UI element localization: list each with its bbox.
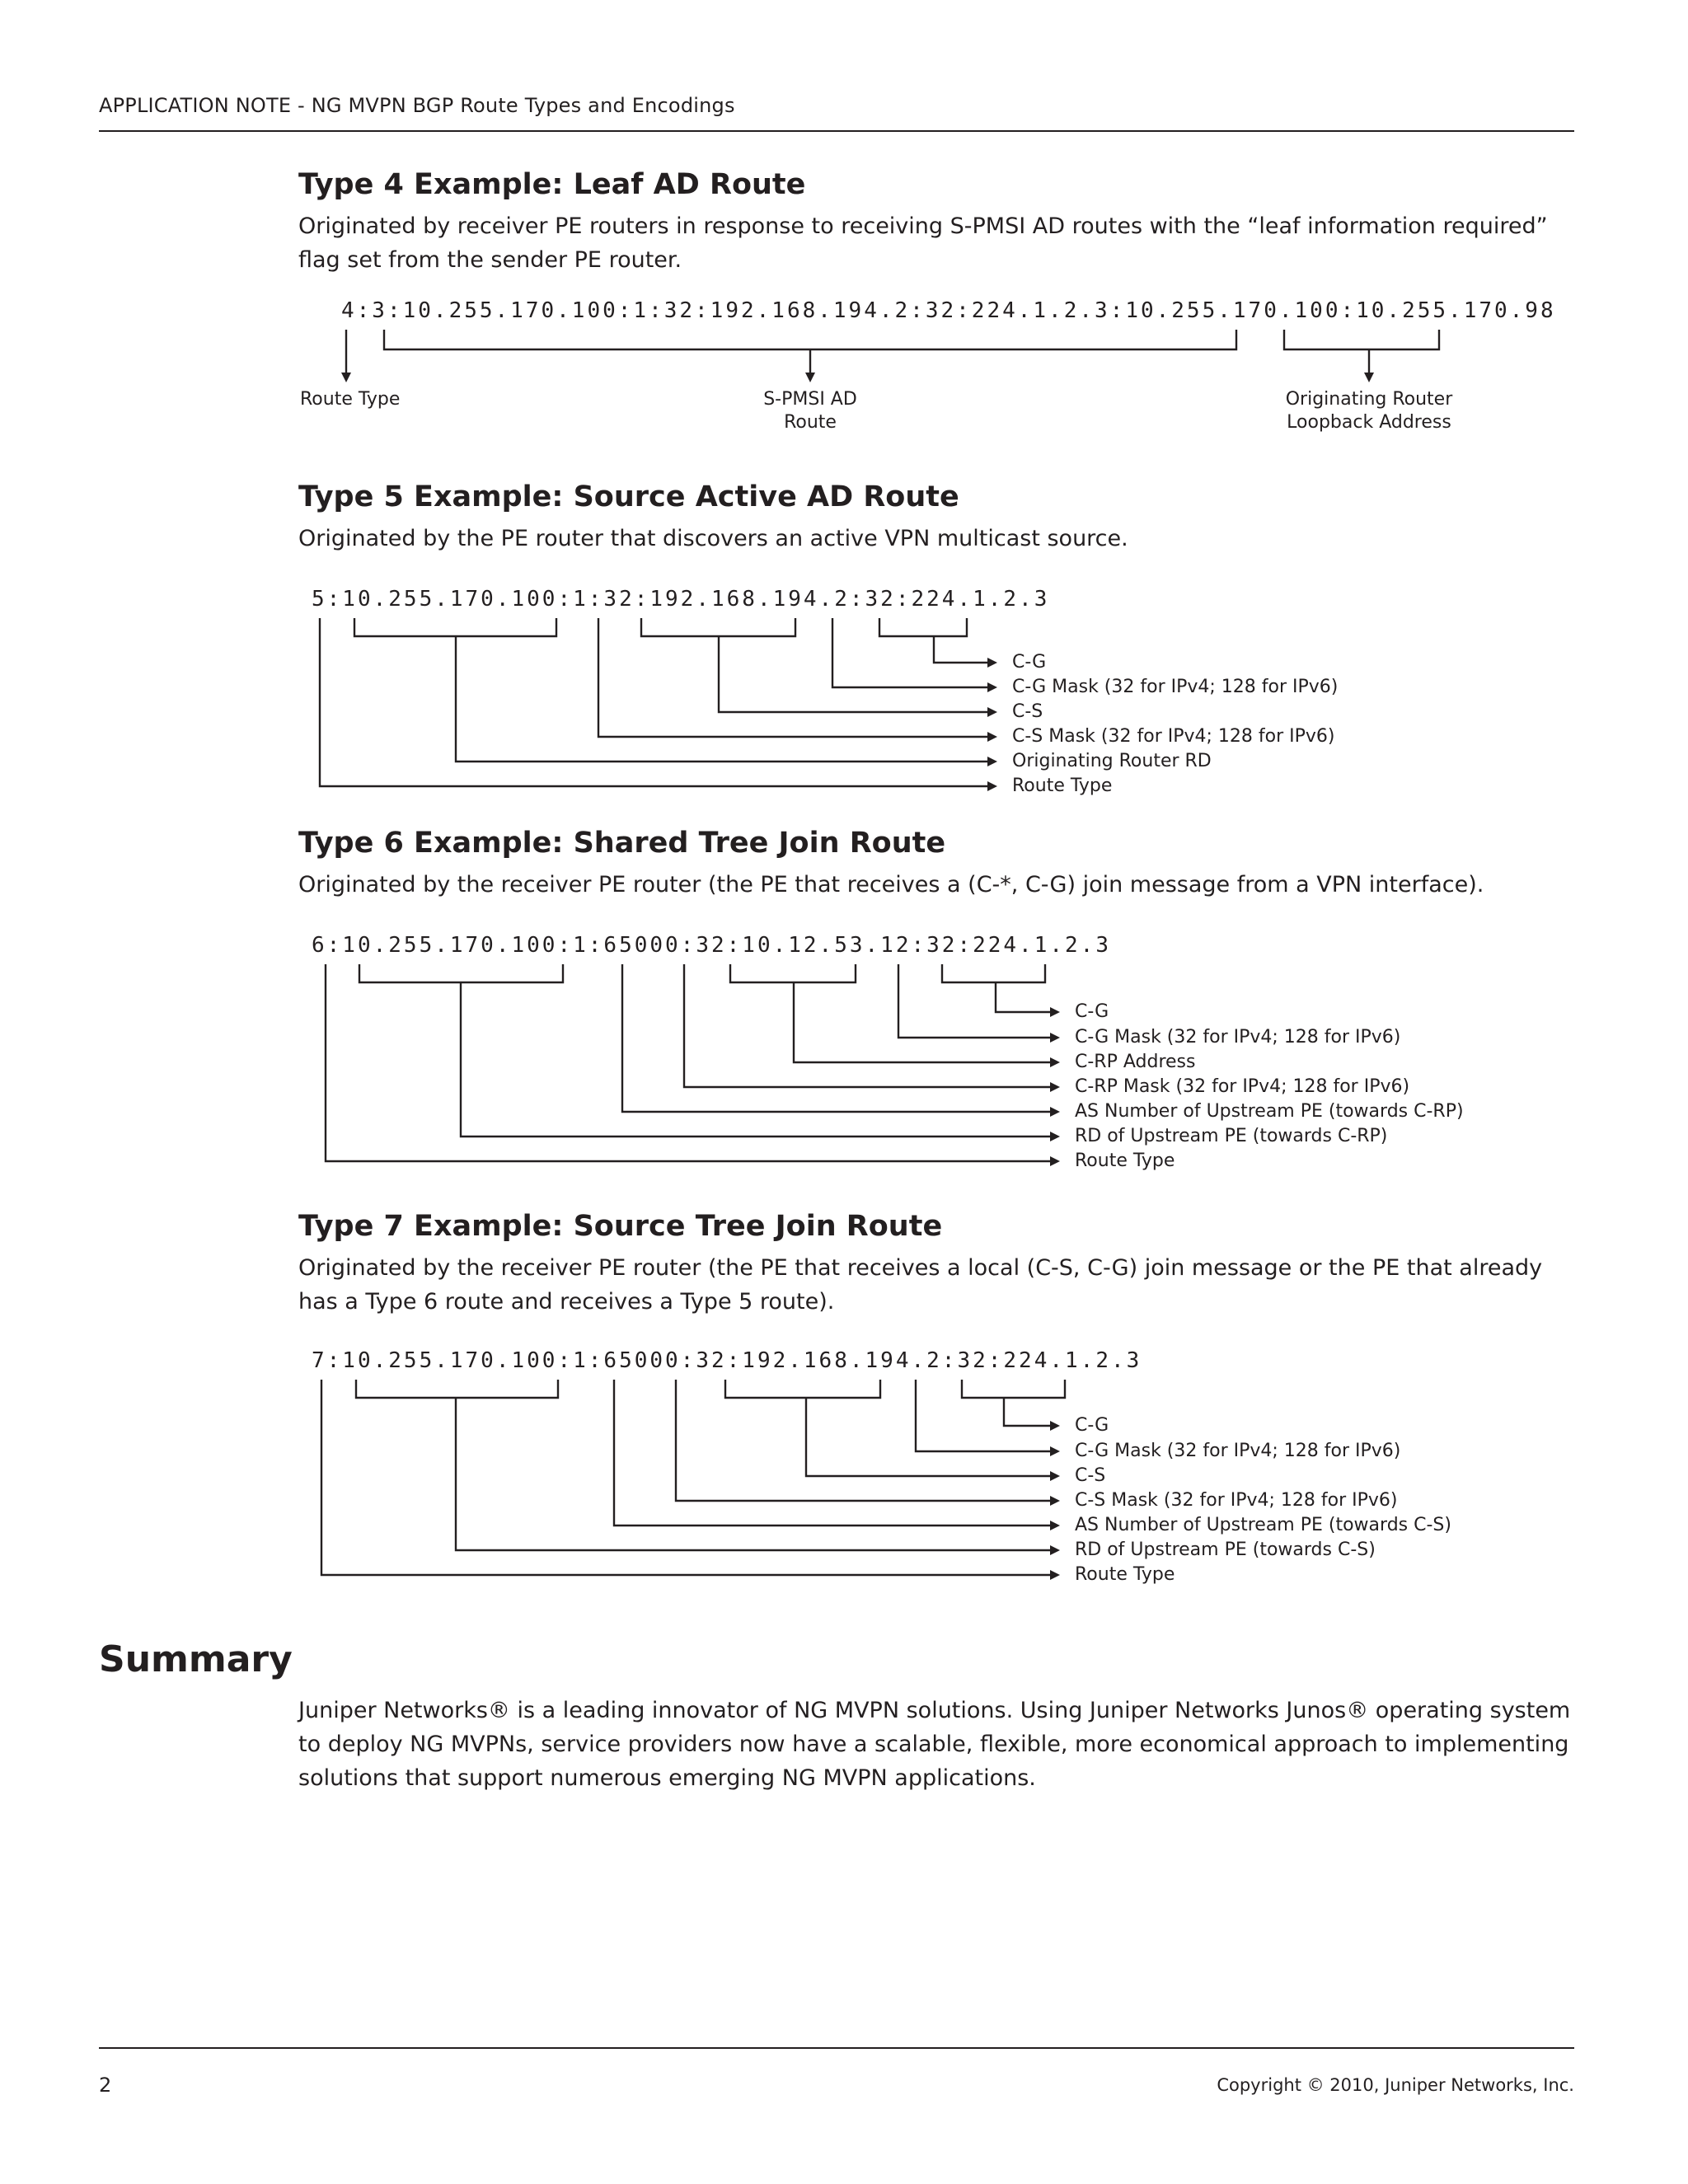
type7-as-arrow: [1050, 1521, 1060, 1530]
summary-text: Juniper Networks® is a leading innovator of NG MVPN solutions. Using Juniper Networks Junos® operating system to deploy NG MVPNs, service providers now have a scalable, flexible, more economical approach to implementing solutions that support numerous emerging NG MVPN applications.: [298, 1698, 1571, 1791]
type7-title: Type 7 Example: Source Tree Join Route: [298, 1210, 943, 1243]
type7-label-cs: C-S: [1075, 1465, 1106, 1486]
type4-label-spmsi-2: Route: [784, 412, 837, 433]
page-number: 2: [99, 2074, 112, 2097]
type6-title: Type 6 Example: Shared Tree Join Route: [298, 827, 946, 860]
type5-label-route-type: Route Type: [1012, 776, 1113, 796]
running-header: APPLICATION NOTE - NG MVPN BGP Route Types and Encodings: [99, 94, 735, 117]
type5-title: Type 5 Example: Source Active AD Route: [298, 480, 959, 513]
type7-label-cs-mask: C-S Mask (32 for IPv4; 128 for IPv6): [1075, 1490, 1398, 1511]
type7-cg-line: [962, 1380, 1065, 1426]
type6-label-cg: C-G: [1075, 1001, 1109, 1022]
type7-label-as: AS Number of Upstream PE (towards C-S): [1075, 1515, 1451, 1535]
type7-label-cg-mask: C-G Mask (32 for IPv4; 128 for IPv6): [1075, 1441, 1401, 1461]
type4-route-string: 4:3:10.255.170.100:1:32:192.168.194.2:32:224.1.2.3:10.255.170.100:10.255.170.98: [341, 298, 1556, 323]
type7-route-type-line: [321, 1380, 1052, 1575]
type6-label-crp-mask: C-RP Mask (32 for IPv4; 128 for IPv6): [1075, 1076, 1410, 1097]
type6-label-crp: C-RP Address: [1075, 1052, 1196, 1072]
type4-description: Originated by receiver PE routers in response to receiving S-PMSI AD routes with the “leaf information required” flag set from the sender PE router.: [298, 213, 1548, 273]
type7-route-string: 7:10.255.170.100:1:65000:32:192.168.194.2:32:224.1.2.3: [312, 1348, 1142, 1373]
type7-as-line: [614, 1380, 1052, 1526]
type5-label-cs: C-S: [1012, 701, 1043, 722]
type4-title: Type 4 Example: Leaf AD Route: [298, 168, 806, 201]
type6-label-cg-mask: C-G Mask (32 for IPv4; 128 for IPv6): [1075, 1027, 1401, 1047]
type7-cs-line: [725, 1380, 1052, 1476]
type6-description: Originated by the receiver PE router (the PE that receives a (C-*, C-G) join message from a VPN interface).: [298, 872, 1484, 898]
type5-label-cg: C-G: [1012, 652, 1047, 673]
type7-cg-arrow: [1050, 1421, 1060, 1431]
type7-cs-arrow: [1050, 1471, 1060, 1481]
type6-route-string: 6:10.255.170.100:1:65000:32:10.12.53.12:32:224.1.2.3: [312, 933, 1111, 958]
footer-rule: [99, 2047, 1574, 2049]
type6-label-route-type: Route Type: [1075, 1151, 1175, 1171]
type7-description: Originated by the receiver PE router (the PE that receives a local (C-S, C-G) join message or the PE that already has a Type 6 route and receives a Type 5 route).: [298, 1255, 1543, 1315]
type4-label-orig-1: Originating Router: [1285, 389, 1453, 410]
type5-description: Originated by the PE router that discovers an active VPN multicast source.: [298, 526, 1128, 551]
type7-label-cg: C-G: [1075, 1415, 1109, 1436]
type5-label-cg-mask: C-G Mask (32 for IPv4; 128 for IPv6): [1012, 677, 1339, 697]
type6-label-as: AS Number of Upstream PE (towards C-RP): [1075, 1101, 1464, 1122]
type4-label-route-type: Route Type: [300, 389, 401, 410]
type5-route-string: 5:10.255.170.100:1:32:192.168.194.2:32:224.1.2.3: [312, 587, 1050, 612]
type7-label-rd: RD of Upstream PE (towards C-S): [1075, 1540, 1376, 1560]
type7-label-route-type: Route Type: [1075, 1564, 1175, 1585]
type4-label-orig-2: Loopback Address: [1287, 412, 1451, 433]
summary-title: Summary: [99, 1638, 293, 1680]
type7-cs-mask-arrow: [1050, 1496, 1060, 1506]
type5-label-cs-mask: C-S Mask (32 for IPv4; 128 for IPv6): [1012, 726, 1335, 747]
type6-label-rd: RD of Upstream PE (towards C-RP): [1075, 1126, 1388, 1146]
type7-rd-arrow: [1050, 1545, 1060, 1555]
type7-cg-mask-arrow: [1050, 1446, 1060, 1456]
type5-label-rd: Originating Router RD: [1012, 751, 1212, 771]
copyright: Copyright © 2010, Juniper Networks, Inc.: [1217, 2075, 1574, 2095]
type7-cg-mask-line: [916, 1380, 1052, 1451]
type4-label-spmsi-1: S-PMSI AD: [763, 389, 857, 410]
type7-route-type-arrow: [1050, 1570, 1060, 1580]
